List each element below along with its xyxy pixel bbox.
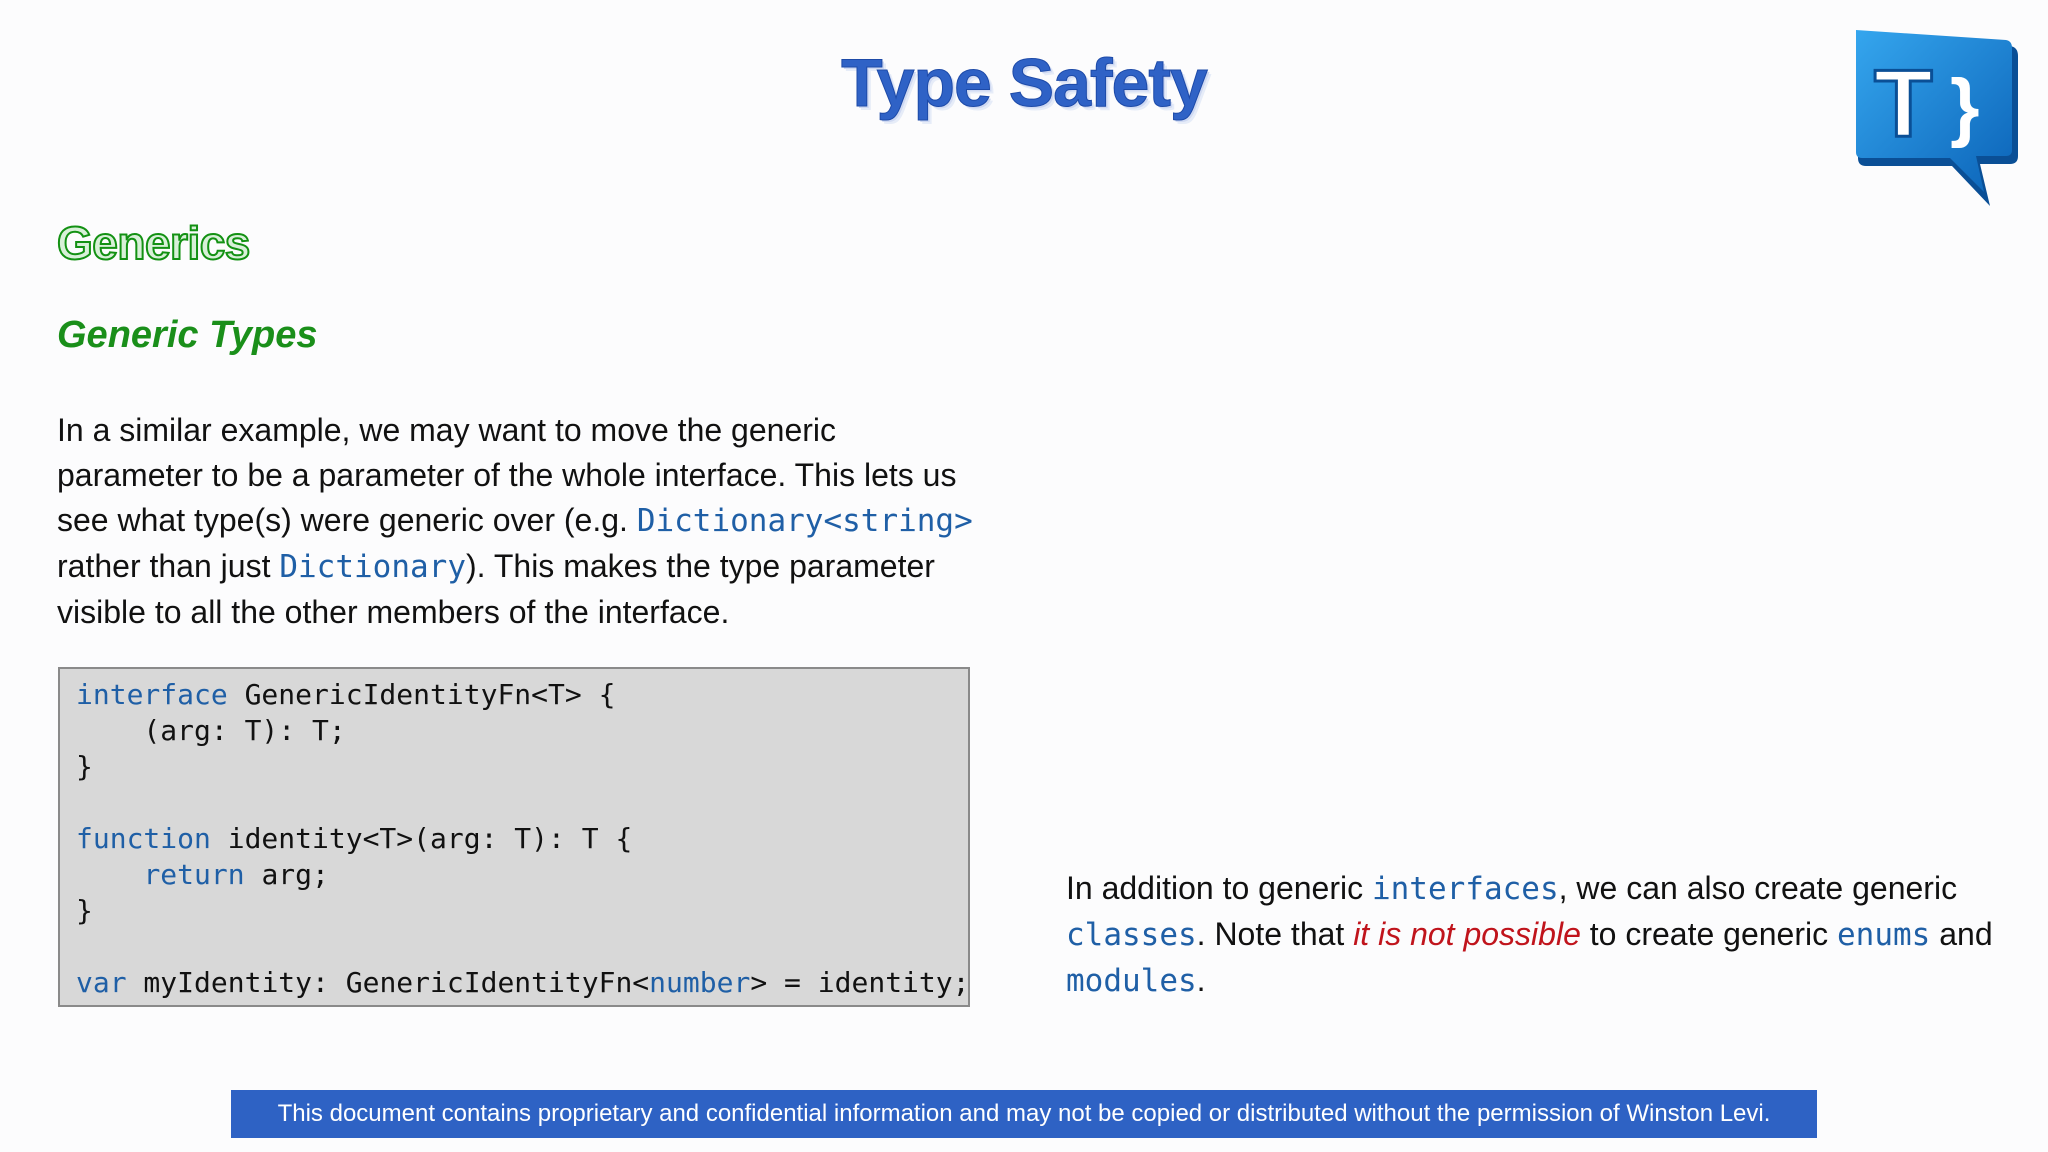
logo-icon xyxy=(1852,28,2022,208)
code-line: } xyxy=(76,894,93,927)
code-line: } xyxy=(76,750,93,783)
right-paragraph xyxy=(1066,866,1996,1004)
paragraph-text: . Note that xyxy=(1196,916,1354,952)
svg-text:T: T xyxy=(1874,50,1933,157)
code-blank-line xyxy=(76,929,968,965)
left-paragraph xyxy=(57,408,987,635)
code-line xyxy=(76,965,968,1001)
code-text: identity<T>(arg: T): T { xyxy=(210,822,633,855)
inline-code: enums xyxy=(1837,917,1931,953)
subsection-heading: Generic Types xyxy=(57,314,318,356)
code-keyword: var xyxy=(76,966,127,999)
paragraph-text: . xyxy=(1196,962,1206,998)
code-block xyxy=(58,667,970,1007)
code-line: (arg: T): T; xyxy=(76,714,346,747)
svg-text:}: } xyxy=(1950,64,1980,149)
code-keyword: return xyxy=(143,858,245,891)
code-type: number xyxy=(649,966,751,999)
code-text: arg; xyxy=(244,858,329,891)
code-blank-line xyxy=(76,785,968,821)
code-line xyxy=(76,821,968,857)
paragraph-text: rather than just xyxy=(57,548,280,584)
t-brace-speech-bubble-icon xyxy=(1852,28,2022,208)
paragraph-text: to create generic xyxy=(1580,916,1837,952)
code-keyword: function xyxy=(76,822,211,855)
code-text: GenericIdentityFn<T> { xyxy=(227,678,616,711)
confidentiality-footer: This document contains proprietary and confidential information and may not be copied or distributed without the permission of Winston Levi. xyxy=(231,1090,1817,1138)
code-line xyxy=(76,857,968,893)
paragraph-text: In a similar example, we may want to move the generic parameter to be a parameter of the whole interface. This lets us see what type(s) were generic over (e.g. xyxy=(57,412,957,538)
inline-code: Dictionary<string> xyxy=(636,503,973,539)
inline-code: classes xyxy=(1066,917,1197,953)
paragraph-text: , we can also create generic xyxy=(1558,870,1958,906)
code-text: myIdentity: GenericIdentityFn< xyxy=(126,966,650,999)
slide-title: Type Safety xyxy=(841,45,1207,121)
paragraph-text: In addition to generic xyxy=(1066,870,1372,906)
inline-code: Dictionary xyxy=(279,549,466,585)
emphasis-text: it is not possible xyxy=(1353,916,1581,952)
inline-code: interfaces xyxy=(1371,871,1559,907)
inline-code: modules xyxy=(1066,963,1197,999)
section-heading: Generics xyxy=(57,217,250,269)
code-line xyxy=(76,677,968,713)
paragraph-text: ). This makes the type parameter visible to all the other members of the interface. xyxy=(57,548,935,630)
code-text: > = identity; xyxy=(750,966,970,999)
paragraph-text: and xyxy=(1930,916,1993,952)
code-indent xyxy=(76,858,143,891)
code-keyword: interface xyxy=(76,678,228,711)
